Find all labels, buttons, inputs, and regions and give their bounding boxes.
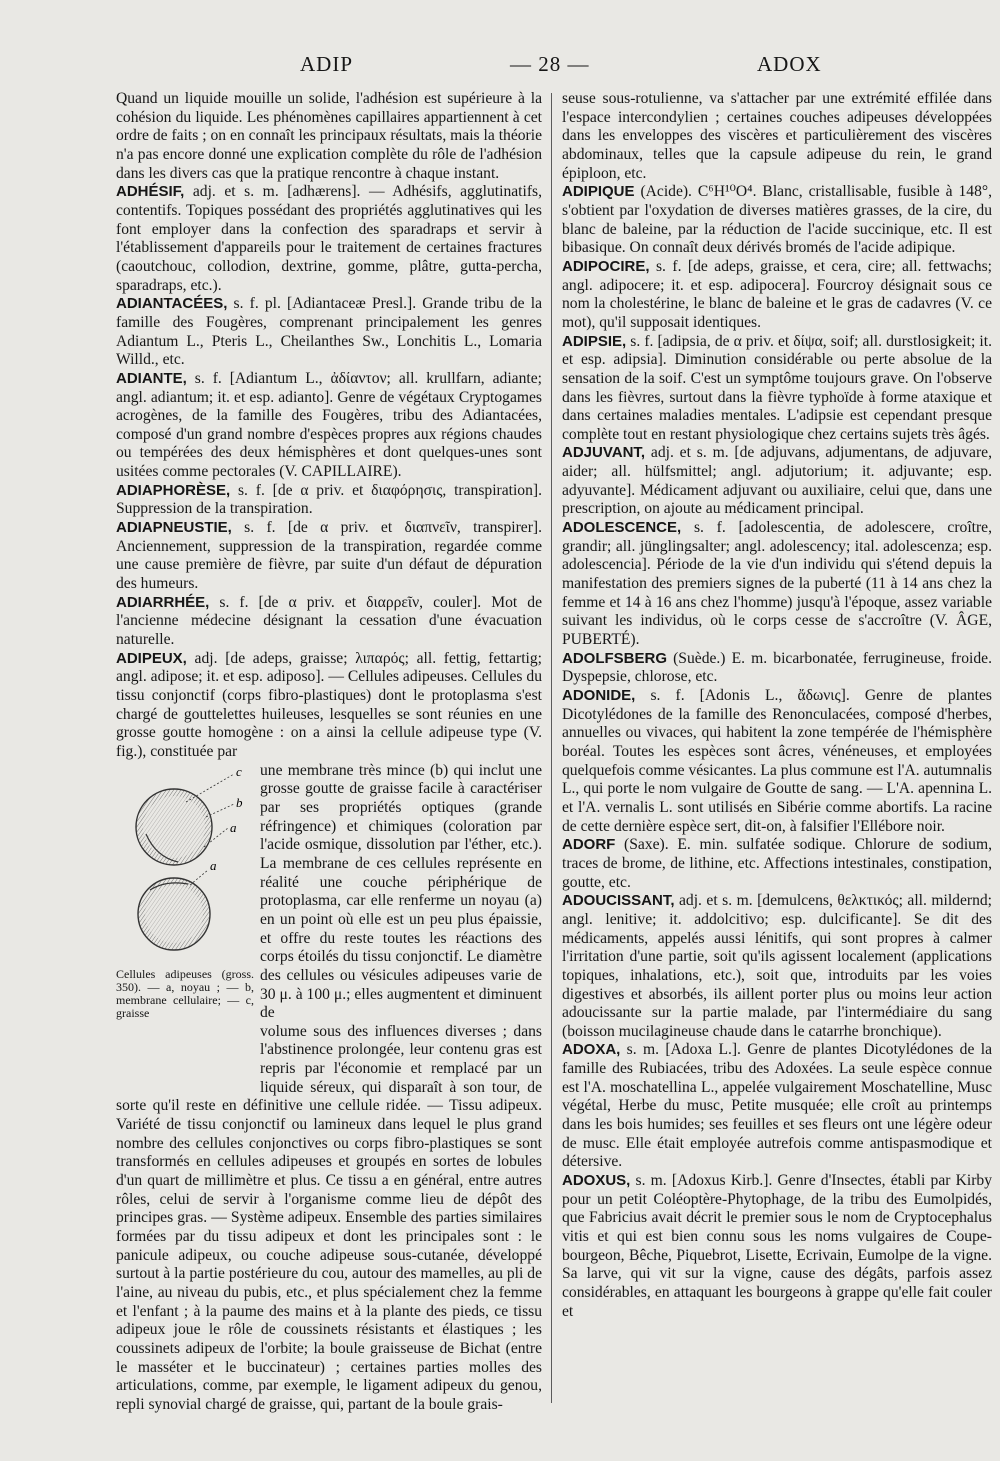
headword: ADJUVANT, (562, 444, 646, 462)
cell-upper (136, 789, 212, 865)
entry-adipocire (562, 258, 992, 333)
entry-adorf (562, 836, 992, 892)
entry-adiapneustie (116, 519, 542, 594)
page-header (0, 46, 1000, 86)
figure-wrapped-text: une membrane très mince (b) qui inclut une grosse goutte de graisse facile à caractériser par ses propriétés optiques (grande réfringence) et chimiques (coloration par l'acide osmique, dissolution par l'éther, etc.). La membrane de ces cellules représente en réalité une couche périphérique de protoplasma, car elle renferme un noyau (a) en un point où elle est un peu plus épaissie, et offre du reste toutes les réactions des corps étoilés du tissu conjonctif. Le diamètre des cellules ou vésicules adipeuses varie de 30 μ. à 100 μ.; elles augmentent et diminuent de (260, 761, 542, 1022)
entry-adipique (562, 183, 992, 258)
headword: ADIANTACÉES, (116, 295, 228, 313)
adipose-cell-illustration (116, 762, 256, 967)
entry-body: s. f. [de α priv. et διαρρεῖν, couler]. Mot de l'ancienne médecine désignant la cessation d'une évacuation naturelle. (116, 593, 542, 649)
headword: ADORF (562, 836, 616, 854)
entry-body: adj. et s. m. [de adjuvans, adjumentans, de adjuvare, aider; all. hülfsmittel; angl. adjutorium; it. adjuvante; esp. adyuvante]. Médicament adjuvant ou auxiliaire, celui que, dans une prescription, on ajoute au médicament principal. (562, 444, 992, 518)
entry-adoxus (562, 1172, 992, 1321)
running-head-left: ADIP (300, 52, 354, 76)
headword: ADIPEUX, (116, 649, 187, 667)
entry-body: s. f. [de α priv. et διαπνεῖν, transpirer]. Anciennement, suppression de la transpiration, regardée comme une cause première de fièvre, par suite d'un défaut de dépuration des humeurs. (116, 519, 542, 593)
entry-body: (Saxe). E. min. sulfatée sodique. Chlorure de sodium, traces de brome, de lithine, etc. Affections intestinales, constipation, goutte, etc. (562, 836, 992, 891)
headword: ADIPIQUE (562, 183, 635, 201)
figure-block (116, 762, 542, 1023)
headword: ADONIDE, (562, 687, 636, 704)
entry-body: adj. et s. m. [adhærens]. — Adhésifs, agglutinatifs, contentifs. Topiques possédant des propriétés agglutinatives qui les font employer dans la confection des sparadraps et servir à l'établissement d'appareils pour le traitement de certaines fractures (caoutchouc, collodion, dextrine, gomme, plâtre, gutta-percha, sparadraps, etc.). (116, 183, 542, 294)
entry-body: s. f. [Adiantum L., ἀδίαντον; all. krullfarn, adiante; angl. adiantum; it. et esp. adianto]. Genre de végétaux Cryptogames acrogènes, de la famille des Fougères, tribu des Adiantacées, composé d'un grand nombre d'espèces propres aux régions chaudes ou tempérées des deux hémisphères et dont quelques-unes sont usitées comme pectorales (V. CAPILLAIRE). (116, 369, 542, 481)
entry-adiaphorese (116, 482, 542, 519)
entry-body: s. f. [adolescentia, de adolescere, croître, grandir; all. jünglingsalter; angl. adolescency; ital. adolescenza; esp. adolescencia]. Période de la vie d'un individu qui s'étend depuis la manifestation des premiers signes de la puberté (11 à 14 ans chez la femme et 14 à 16 ans chez l'homme) jusqu'à l'époque, assez variable suivant les individus, où le corps cesse de s'accroître (V. ÂGE, PUBERTÉ). (562, 519, 992, 649)
headword: ADIPOCIRE, (562, 257, 650, 275)
entry-adhesif (116, 183, 542, 295)
headword: ADOUCISSANT, (562, 892, 675, 910)
entry-body: s. f. [de adeps, graisse, et cera, cire; all. fettwachs; angl. adipocere; it. et esp. adipocera]. Fourcroy désignait sous ce nom la cholestérine, le blanc de baleine et le gras de cadavres (V. ce mot), qu'il supposait identiques. (562, 257, 992, 331)
headword: ADOXUS, (562, 1172, 631, 1190)
entry-body: s. f. [Adonis L., ἄδωνις]. Genre de plantes Dicotylédones de la famille des Renonculacées, composé d'herbes, annuelles ou vivaces, qui habitent la zone tempérée de l'hémisphère boréal. Toutes les espèces sont âcres, vénéneuses, et employées quelquefois comme vésicantes. La plus commune est l'A. autumnalis L., qui porte le nom vulgaire de Goutte de sang. — L'A. apennina L. et l'A. vernalis L. sont utilisés en Sibérie comme abortifs. La racine de cette dernière espèce sert, dit-on, à falsifier l'Ellébore noir. (562, 687, 992, 835)
headword: ADHÉSIF, (116, 183, 185, 201)
label-a: a (230, 819, 237, 835)
right-column (562, 90, 992, 1441)
entry-body: adj. [de adeps, graisse; λιπαρός; all. fettig, fettartig; angl. adipose; it. et esp. adiposo]. — Cellules adipeuses. Cellules du tissu conjonctif (corps fibro-plastiques) dont le protoplasma s'est chargé de gouttelettes huileuses, lesquelles se sont réunies en une grosse goutte homogène : on a ainsi la cellule adipeuse type (V. fig.), constituée par (116, 649, 542, 760)
page-number: — 28 — (510, 52, 590, 76)
adipose-cell-figure (116, 762, 256, 1082)
entry-body: s. f. [adipsia, de α priv. et δίψα, soif; all. durstlosigkeit; it. et esp. adipsia]. Diminution considérable ou perte absolue de la sensation de la soif. C'est un symptôme toujours grave. On l'observe dans les fièvres, surtout dans la fièvre typhoïde à forme ataxique et dans certaines maladies mentales. L'adipsie est cependant presque complète tout en restant physiologique chez certains sujets très âgés. (562, 332, 992, 443)
entry-adoucissant (562, 892, 992, 1041)
entry-adipeux-end: seuse sous-rotulienne, va s'attacher par une extrémité effilée dans l'espace intercondylien ; certaines couches adipeuses développées dans les enveloppes des viscères et particulièrement des viscères abdominaux, telles que la capsule adipeuse du rein, le grand épiploon, etc. (562, 90, 992, 182)
entry-adhesion-continuation: Quand un liquide mouille un solide, l'adhésion est supérieure à la cohésion du liquide. Les phénomènes capillaires appartiennent à cet ordre de faits ; on en connaît les principaux résultats, mais la théorie n'a pas encore donné une explication complète du rôle de l'adhésion dans les divers cas que la pratique rencontre à chaque instant. (116, 90, 542, 182)
entry-adiante (116, 370, 542, 482)
entry-adolescence (562, 519, 992, 650)
entry-adonide (562, 687, 992, 836)
entry-adipeux-continuation: volume sous des influences diverses ; dans l'abstinence prolongée, leur contenu gras est repris par l'économie et remplacé par un liquide séreux, qui disparaît à son tour, de sorte qu'il reste en définitive une cellule ridée. — Tissu adipeux. Variété de tissu conjonctif ou lamineux dans lequel le plus grand nombre des cellules conjonctives ou corps fibro-plastiques se sont transformés en cellules adipeuses et groupés en sortes de lobules d'un quart de millimètre et plus. Ce tissu a en général, entre autres rôles, celui de servir à l'organisme comme lieu de dépôt des principes gras. — Système adipeux. Ensemble des parties similaires formées par du tissu adipeux et dont les principales sont : le panicule adipeux, ou couche adipeuse sous-cutanée, développé surtout à la partie postérieure du cou, autour des mamelles, au pli de l'aine, au niveau du pubis, etc., et plus spécialement chez la femme et l'enfant ; à la paume des mains et à la plante des pieds, ce tissu adipeux joue le rôle de coussinets résistants et élastiques ; les coussinets adipeux de l'orbite; la boule graisseuse de Bichat (entre le masséter et le buccinateur) ; certaines parties molles des articulations, comme, par exemple, le ligament adipeux du genou, repli synovial chargé de graisse, qui, partant de la boule grais- (116, 1022, 542, 1413)
headword: ADIAPHORÈSE, (116, 481, 231, 499)
label-c: c (236, 763, 242, 779)
entry-body: adj. et s. m. [demulcens, θελκτικός; all. mildernd; angl. lenitive; it. addolcitivo; esp. dulcificante]. Se dit des médicaments, appelés aussi lénitifs, qui sont propres à calmer l'irritation d'une partie, soit qu'ils agissent localement (applications topiques, inhalations, etc.), soit que, introduits par les voies digestives et absorbés, ils aillent porter plus ou moins leur action adoucissante sur la partie malade, par l'intermédiaire du sang (boisson mucilagineuse chaude dans le catarrhe bronchique). (562, 892, 992, 1040)
headword: ADOXA, (562, 1041, 621, 1059)
entry-adiarrhee (116, 594, 542, 650)
entry-adipsie (562, 333, 992, 445)
column-divider (551, 93, 552, 1403)
label-a-lower: a (210, 857, 217, 873)
cell-lower (138, 878, 210, 950)
entry-body: s. f. [de α priv. et διαφόρησις, transpiration]. Suppression de la transpiration. (116, 481, 542, 518)
entry-adolfsberg (562, 650, 992, 687)
running-head-right: ADOX (757, 52, 822, 76)
entry-body: s. f. pl. [Adiantaceæ Presl.]. Grande tribu de la famille des Fougères, comprenant principalement les genres Adiantum L., Pteris L., Cheilanthes Sw., Lonchitis L., Lomaria Willd., etc. (116, 295, 542, 369)
headword: ADIAPNEUSTIE, (116, 519, 232, 537)
left-column (116, 90, 542, 1441)
entry-adoxa (562, 1041, 992, 1172)
label-b: b (236, 794, 243, 810)
entry-adjuvant (562, 444, 992, 519)
entry-adipeux (116, 650, 542, 762)
headword: ADOLFSBERG (562, 649, 667, 667)
headword: ADOLESCENCE, (562, 519, 682, 537)
figure-caption: Cellules adipeuses (gross. 350). — a, noyau ; — b, membrane cellulaire; — c, graisse (116, 966, 254, 1020)
entry-body: s. m. [Adoxa L.]. Genre de plantes Dicotylédones de la famille des Rubiacées, tribu des Adoxées. La seule espèce connue est l'A. moschatellina L., appelée vulgairement Moschatelline, Musc végétal, Herbe du musc, Petite musquée; elle croît au printemps dans les bois humides; ses feuilles et ses fleurs ont une légère odeur de musc. Elle était employée autrefois comme antispasmodique et détersive. (562, 1041, 992, 1171)
entry-adiantacees (116, 295, 542, 370)
entry-body: (Suède.) E. m. bicarbonatée, ferrugineuse, froide. Dyspepsie, chlorose, etc. (562, 649, 992, 686)
headword: ADIPSIE, (562, 332, 627, 350)
entry-body: (Acide). C⁶H¹⁰O⁴. Blanc, cristallisable, fusible à 148°, s'obtient par l'oxydation de diverses matières grasses, de la cire, du blanc de baleine, par la réduction de l'acide succinique, etc. Il est bibasique. On connaît deux dérivés bromés de l'acide adipique. (562, 183, 992, 257)
headword: ADIARRHÉE, (116, 593, 210, 611)
headword: ADIANTE, (116, 369, 187, 387)
entry-body: s. m. [Adoxus Kirb.]. Genre d'Insectes, établi par Kirby pour un petit Coléoptère-Phytophage, de la tribu des Eumolpidés, que Fabricius avait décrit le premier sous le nom de Cryptocephalus vitis et qui est bien connu sous les noms vulgaires de Coupe-bourgeon, Bêche, Piquebrot, Lisette, Ecrivain, Eumolpe de la vigne. Sa larve, qui vit sur la vigne, cause des dégâts, parfois assez considérables, en attaquant les bourgeons à grappe qu'elle fait couler et (562, 1172, 992, 1320)
